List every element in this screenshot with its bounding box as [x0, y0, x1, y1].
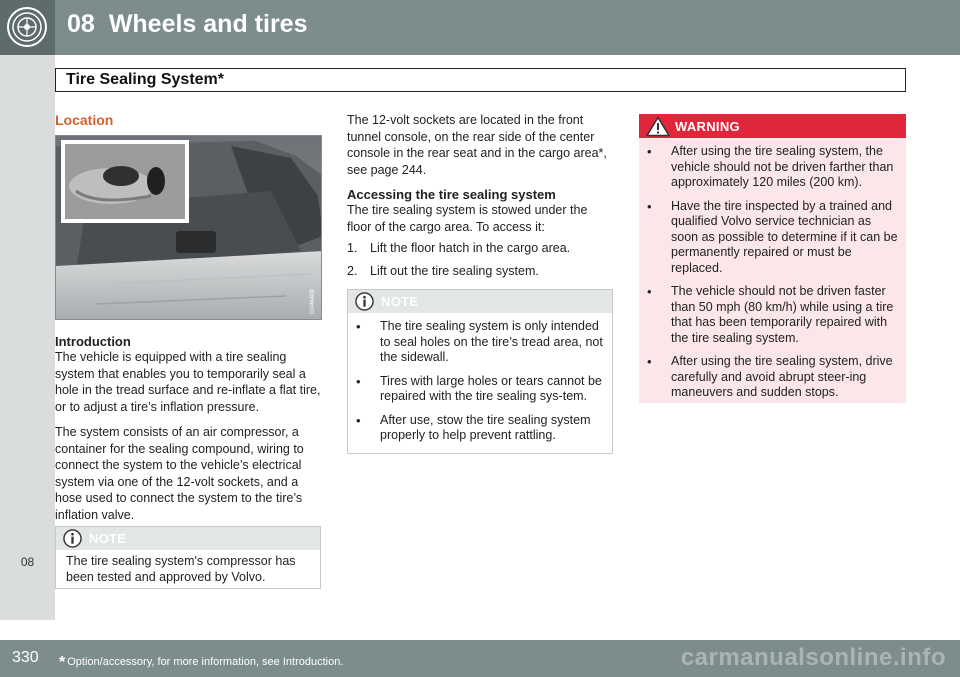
- side-strip: [0, 55, 55, 620]
- cargo-area-illustration: [56, 136, 322, 320]
- page-footer: [0, 640, 960, 677]
- footer-note: [59, 652, 343, 670]
- info-icon: [63, 529, 82, 548]
- accessing-heading: Accessing the tire sealing system: [347, 187, 556, 202]
- note-label: NOTE: [89, 531, 127, 546]
- step-number: 1.: [347, 241, 358, 255]
- note-list: [348, 313, 612, 444]
- warning-list-item: • After using the tire sealing system, the vehicle should not be driven farther than approximately 120 miles (200 km).: [639, 144, 900, 191]
- side-chapter-label: 08: [20, 555, 35, 569]
- access-step: [347, 263, 613, 280]
- note-list-item: • The tire sealing system is only intended to seal holes on the tire’s tread area, not the sidewall.: [348, 319, 604, 366]
- chapter-header: [0, 0, 960, 55]
- warning-box: [639, 114, 906, 403]
- chapter-icon-box: [0, 0, 55, 55]
- step-number: 2.: [347, 263, 358, 278]
- warning-label: WARNING: [675, 119, 740, 134]
- column-left: [55, 112, 323, 584]
- footnote-star: *: [59, 654, 66, 671]
- section-title-box: [55, 68, 906, 92]
- note-text: The tire sealing system's compressor has been tested and approved by Volvo.: [66, 554, 296, 584]
- sockets-paragraph: The 12-volt sockets are located in the front tunnel console, on the rear side of the center console in the rear seat and in the cargo area*, see page 244.: [347, 113, 607, 177]
- warning-header: [639, 114, 906, 138]
- warning-list: [639, 138, 906, 401]
- note-header: [348, 290, 612, 313]
- section-title: Tire Sealing System*: [66, 71, 224, 88]
- note-box-usage: [347, 289, 613, 454]
- accessing-lead: The tire sealing system is stowed under the floor of the cargo area. To access it:: [347, 203, 588, 234]
- cargo-area-photo: [55, 135, 322, 320]
- image-code: G046409: [310, 289, 316, 314]
- watermark: carmanualsonline.info: [680, 644, 946, 671]
- wheel-icon: [0, 0, 55, 55]
- chapter-title-text: Wheels and tires: [108, 10, 308, 38]
- introduction-paragraph-2: The system consists of an air compressor, a container for the sealing compound, wiring to connect the system to the vehicle’s electrical system via one of the 12-volt sockets, and a hose used to connect the system to the tire’s inflation valve.: [55, 425, 304, 522]
- note-header: [56, 527, 320, 550]
- note-list-item: • Tires with large holes or tears cannot be repaired with the tire sealing sys-tem.: [348, 374, 604, 405]
- warning-list-item: • The vehicle should not be driven faster than 50 mph (80 km/h) while using a tire that has been temporarily repaired with the tire sealing system.: [639, 284, 900, 346]
- location-heading: Location: [55, 112, 114, 128]
- warning-list-item: • After using the tire sealing system, drive carefully and avoid abrupt steer-ing maneuvers and sudden stops.: [639, 354, 900, 401]
- footnote-text: Option/accessory, for more information, see Introduction.: [67, 656, 344, 668]
- step-text: Lift out the tire sealing system.: [370, 263, 539, 278]
- introduction-paragraph-1: The vehicle is equipped with a tire sealing system that enables you to temporarily seal a hole in the tread surface and re-inflate a flat tire, or to adjust a tire’s inflation pressure.: [55, 350, 321, 414]
- warning-list-item: • Have the tire inspected by a trained and qualified Volvo service technician as soon as possible to determine if it can be permanently repaired or must be replaced.: [639, 199, 900, 277]
- access-steps: [347, 240, 613, 279]
- chapter-number: 08: [67, 10, 95, 38]
- note-list-item: • After use, stow the tire sealing system properly to help prevent rattling.: [348, 413, 604, 444]
- column-middle: [347, 112, 613, 442]
- note-label: NOTE: [381, 294, 419, 309]
- info-icon: [355, 292, 374, 311]
- step-text: Lift the floor hatch in the cargo area.: [370, 241, 571, 255]
- chapter-title: [67, 10, 307, 39]
- note-box-compressor: [55, 526, 321, 589]
- page-number: 330: [12, 649, 39, 666]
- warning-triangle-icon: [646, 116, 670, 137]
- introduction-heading: Introduction: [55, 334, 131, 349]
- access-step: [347, 240, 613, 257]
